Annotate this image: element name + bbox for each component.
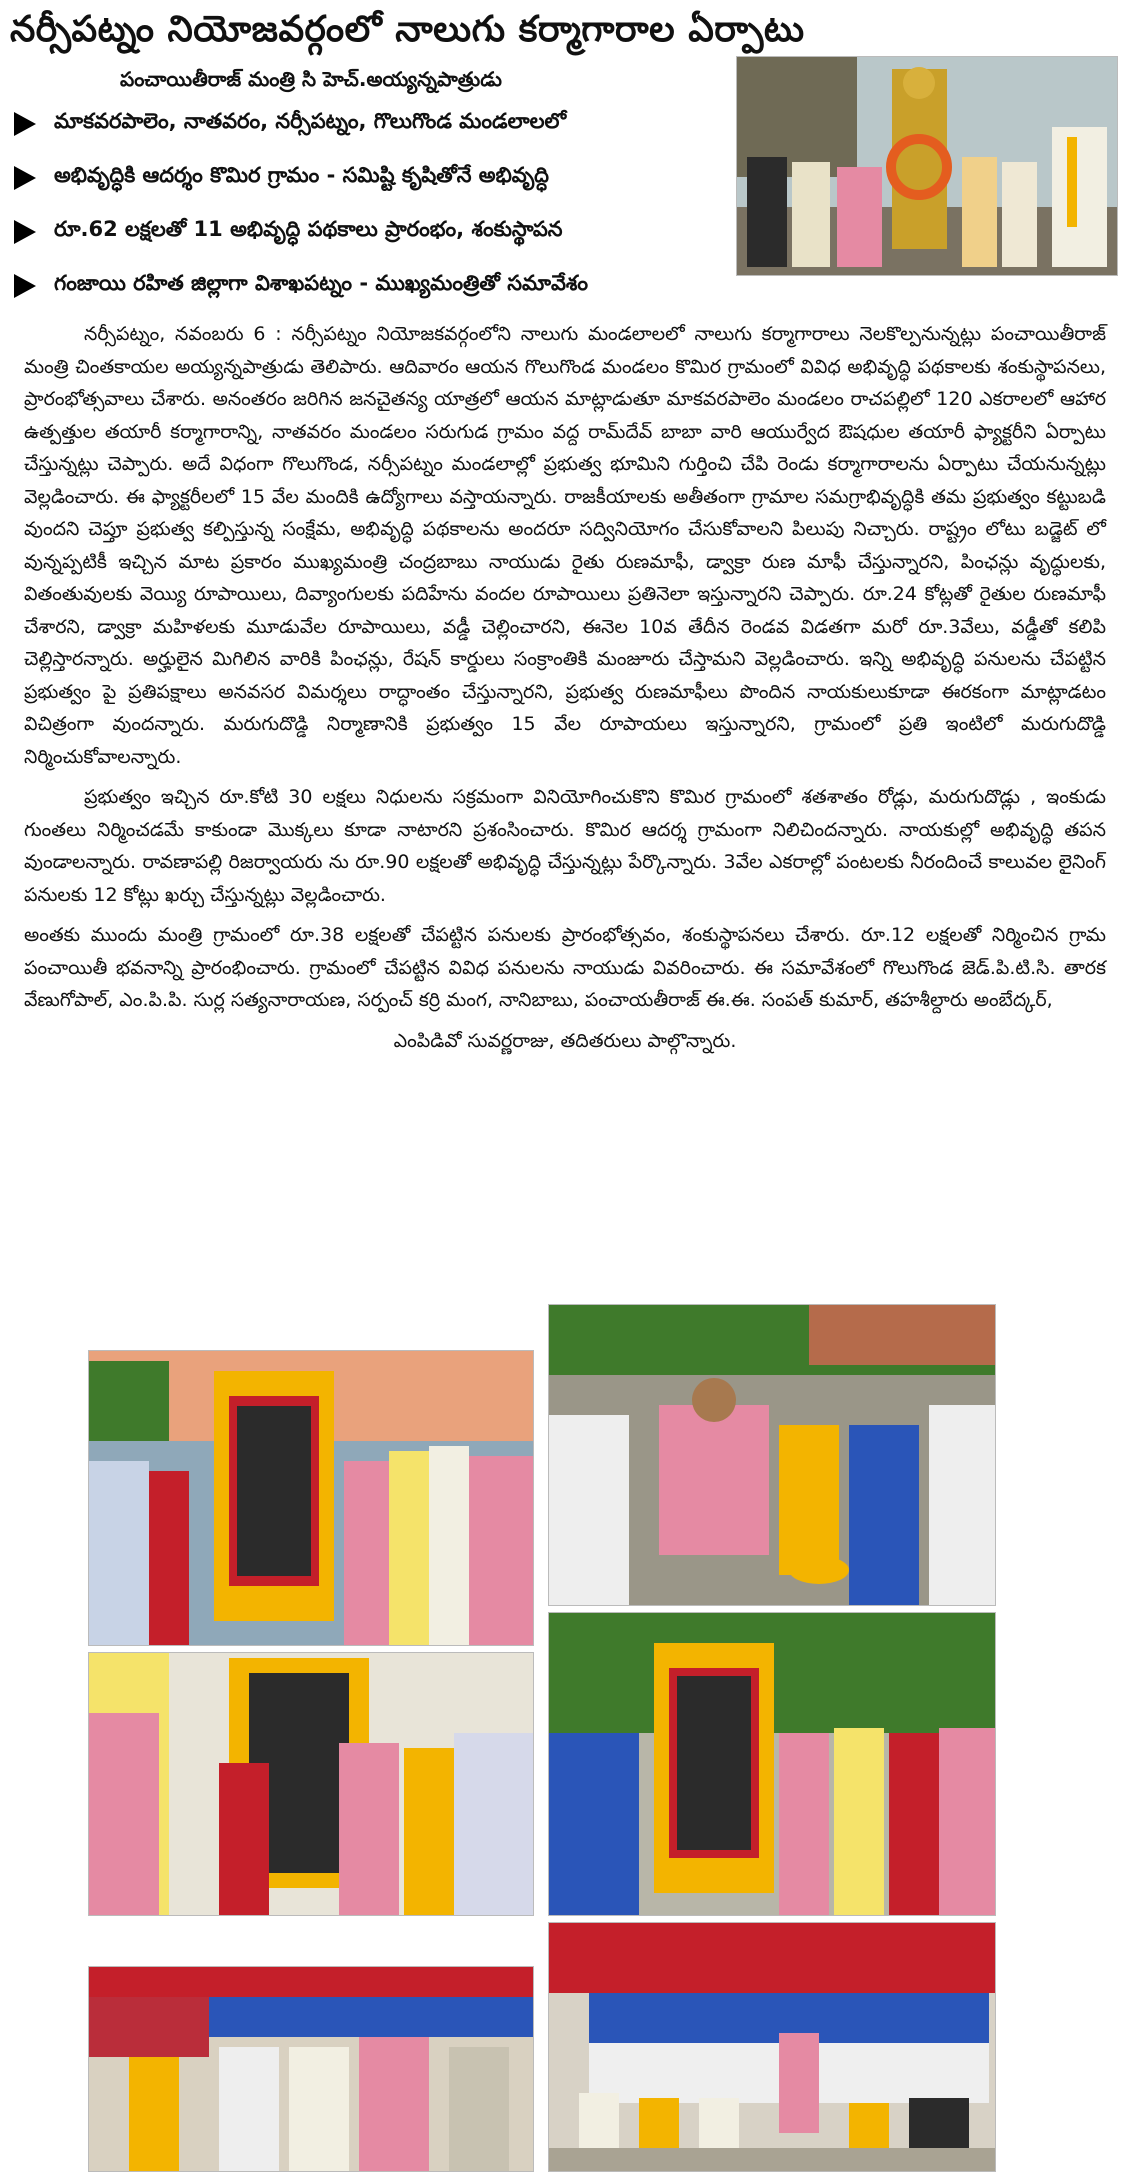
highlight-text: అభివృద్ధికి ఆదర్శం కొమిర గ్రామం - సమిష్టి కృషితోనే అభివృద్ధి xyxy=(54,163,549,187)
arrow-bullet-icon xyxy=(14,112,36,136)
highlight-text: మాకవరపాలెం, నాతవరం, నర్సీపట్నం, గొలుగొండ మండలాలలో xyxy=(54,109,567,133)
headline: నర్సీపట్నం నియోజవర్గంలో నాలుగు కర్మాగారాల ఏర్పాటు xyxy=(10,9,805,50)
highlight-text: రూ.62 లక్షలతో 11 అభివృద్ధి పథకాలు ప్రారంభం, శంకుస్థాపన xyxy=(54,217,563,241)
arrow-bullet-icon xyxy=(14,274,36,298)
article-body xyxy=(24,318,1106,1065)
subtitle-minister: పంచాయితీరాజ్ మంత్రి సి హెచ్.అయ్యన్నపాత్రుడు xyxy=(120,67,502,91)
highlight-item xyxy=(14,104,734,144)
highlight-text: గంజాయి రహిత జిల్లాగా విశాఖపట్నం - ముఖ్యమంత్రితో సమావేశం xyxy=(54,271,589,295)
photo-stage-speech xyxy=(548,1922,996,2172)
article-paragraph: అంతకు ముందు మంత్రి గ్రామంలో రూ.38 లక్షలతో చేపట్టిన పనులకు ప్రారంభోత్సవం, శంకుస్థాపనలు చేశారు. రూ.12 లక్షలతో నిర్మించిన గ్రామ పంచాయితీ భవనాన్ని ప్రారంభించారు. గ్రామంలో చేపట్టిన వివిధ పనులను నాయుడు వివరించారు. ఈ సమావేశంలో గొలుగొండ జెడ్.పి.టి.సి. తారక వేణుగోపాల్, ఎం.పి.పి. సుర్ల సత్యనారాయణ, సర్పంచ్ కర్రి మంగ, నానిబాబు, పంచాయతీరాజ్ ఈ.ఈ. సంపత్ కుమార్, తహశీల్దారు అంబేద్కర్, xyxy=(24,924,1106,1011)
arrow-bullet-icon xyxy=(14,220,36,244)
highlight-item xyxy=(14,158,734,198)
article-paragraph: ప్రభుత్వం ఇచ్చిన రూ.కోటి 30 లక్షలు నిధులను సక్రమంగా వినియోగించుకొని కొమిర గ్రామంలో శతశాతం రోడ్లు, మరుగుదొడ్లు , ఇంకుడు గుంతలు నిర్మించడమే కాకుండా మొక్కలు కూడా నాటారని ప్రశంసించారు. కొమిర ఆదర్శ గ్రామంగా నిలిచిందన్నారు. నాయకుల్లో అభివృద్ధి తపన వుండాలన్నారు. రావణాపల్లి రిజర్వాయరు ను రూ.90 లక్షలతో అభివృద్ధి చేస్తున్నట్లు పేర్కొన్నారు. 3వేల ఎకరాల్లో పంటలకు నీరందించే కాలువల లైనింగ్ పనులకు 12 కోట్లు ఖర్చు చేస్తున్నట్లు వెల్లడించారు. xyxy=(24,786,1106,906)
photo-tent-meeting xyxy=(88,1966,534,2172)
highlights-list xyxy=(14,104,734,320)
photo-statue-garlanding xyxy=(736,56,1118,276)
article-paragraph: నర్సీపట్నం, నవంబరు 6 : నర్సీపట్నం నియోజకవర్గంలోని నాలుగు మండలాలలో నాలుగు కర్మాగారాలు నెలకొల్పనున్నట్లు పంచాయితీరాజ్ మంత్రి చింతకాయల అయ్యన్నపాత్రుడు తెలిపారు. ఆదివారం ఆయన గొలుగొండ మండలం కొమిర గ్రామంలో వివిధ అభివృద్ధి పథకాలకు శంకుస్థాపనలు, ప్రారంభోత్సవాలు చేశారు. అనంతరం జరిగిన జనచైతన్య యాత్రలో ఆయన మాట్లాడుతూ మాకవరపాలెం మండలం రాచపల్లిలో 120 ఎకరాలలో ఆహార ఉత్పత్తుల తయారీ కర్మాగారాన్ని, నాతవరం మండలం సరుగుడ గ్రామం వద్ద రామ్‌దేవ్ బాబా వారి ఆయుర్వేద ఔషధుల తయారీ ఫ్యాక్టరీని ఏర్పాటు చేస్తున్నట్లు చెప్పారు. అదే విధంగా గొలుగొండ, నర్సీపట్నం మండలాల్లో ప్రభుత్వ భూమిని గుర్తించి చేపి రెండు కర్మాగారాలను ఏర్పాటు చేయనున్నట్లు వెల్లడించారు. ఈ ఫ్యాక్టరీలలో 15 వేల మందికి ఉద్యోగాలు వస్తాయన్నారు. రాజకీయాలకు అతీతంగా గ్రామాల సమగ్రాభివృద్ధికి తమ ప్రభుత్వం కట్టుబడి వుందని చెప్తూ ప్రభుత్వ కల్పిస్తున్న సంక్షేమ, అభివృద్ధి పథకాలను అందరూ సద్వినియోగం చేసుకోవాలని పిలుపు నిచ్చారు. రాష్ట్రం లోటు బడ్జెట్ లో వున్నప్పటికీ ఇచ్చిన మాట ప్రకారం ముఖ్యమంత్రి చంద్రబాబు నాయుడు రైతు రుణమాఫీ, డ్వాక్రా రుణ మాఫీ చేస్తున్నారని, పింఛన్లు వృద్ధులకు, వితంతువులకు వెయ్యి రూపాయిలు, దివ్యాంగులకు పదిహేను వందల రూపాయిలు ప్రతినెలా ఇస్తున్నారని చెప్పారు. రూ.24 కోట్లతో రైతుల రుణమాఫీ చేశారని, డ్వాక్రా మహిళలకు మూడువేల రూపాయిలు, వడ్డీ చెల్లించారని, ఈనెల 10వ తేదీన రెండవ విడతగా మరో రూ.3వేలు, వడ్డీతో కలిపి చెల్లిస్తారన్నారు. అర్హులైన మిగిలిన వారికి పింఛన్లు, రేషన్ కార్డులు సంక్రాంతికి మంజూరు చేస్తామని వెల్లడించారు. ఇన్ని అభివృద్ధి పనులను చేపట్టిన ప్రభుత్వం పై ప్రతిపక్షాలు అనవసర విమర్శలు రాద్ధాంతం చేస్తున్నారని, ప్రభుత్వ రుణమాఫీలు పొందిన నాయకులుకూడా ఈరకంగా మాట్లాడటం విచిత్రంగా వుందన్నారు. మరుగుదొడ్డి నిర్మాణానికి ప్రభుత్వం 15 వేల రూపాయలు ఇస్తున్నారని, గ్రామంలో ప్రతి ఇంటిలో మరుగుదొడ్డి నిర్మించుకోవాలన్నారు. xyxy=(24,323,1106,768)
photo-plaque-group xyxy=(548,1612,996,1916)
highlight-item xyxy=(14,212,734,252)
photo-plaque-unveiling xyxy=(88,1350,534,1646)
photo-welcome-crowd xyxy=(548,1304,996,1606)
article-paragraph: ఎంపిడివో సువర్ణరాజు, తదితరులు పాల్గొన్నారు. xyxy=(393,1029,737,1052)
highlight-item xyxy=(14,266,734,306)
photo-plaque-inauguration xyxy=(88,1652,534,1916)
arrow-bullet-icon xyxy=(14,166,36,190)
